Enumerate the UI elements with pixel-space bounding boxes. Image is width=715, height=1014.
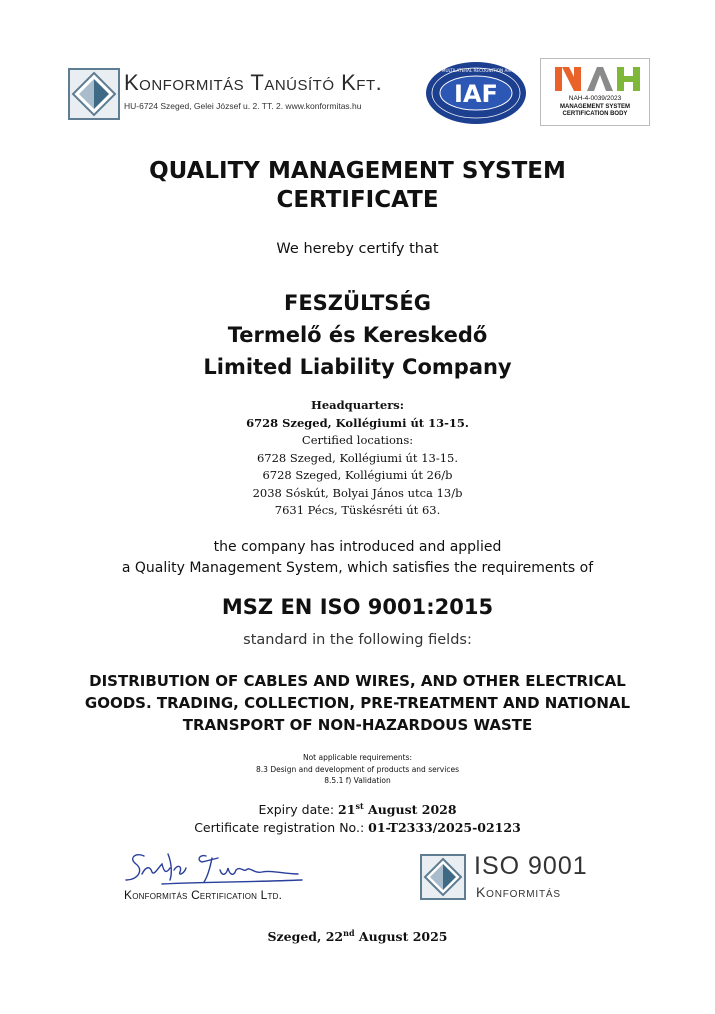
nah-number: NAH-4-0039/2023	[568, 95, 622, 102]
certified-locations-label: Certified locations:	[301, 433, 414, 447]
certificate-title: QUALITY MANAGEMENT SYSTEM CERTIFICATE	[149, 158, 566, 213]
iaf-ring-text: MEMBER OF MULTILATERAL RECOGNITION ARRANGEMENT	[415, 68, 537, 73]
signer-name: Konformitás Certification Ltd.	[124, 888, 283, 902]
nah-logo	[540, 58, 650, 126]
location-item: 2038 Sóskút, Bolyai János utca 13/b	[252, 485, 463, 500]
iaf-logo-icon	[415, 60, 537, 126]
location-item: 6728 Szeged, Kollégiumi út 13-15.	[256, 450, 459, 465]
nah-caption: MANAGEMENT SYSTEM CERTIFICATION BODY	[559, 104, 630, 117]
fields-label: standard in the following fields:	[243, 632, 472, 648]
expiry-block	[0, 801, 715, 837]
expiry-date: Expiry date: 21st August 2028	[258, 800, 457, 817]
certification-scope: DISTRIBUTION OF CABLES AND WIRES, AND OTHER ELECTRICAL GOODS. TRADING, COLLECTION, PRE-TREATMENT AND NATIONAL TRANSPORT OF NON-HAZARDOUS WASTE	[84, 672, 631, 734]
hq-label: Headquarters:	[311, 398, 404, 412]
company-name: Konformitás Tanúsító Kft.	[124, 70, 383, 95]
locations-block	[0, 397, 715, 520]
nah-logo-icon	[541, 61, 649, 95]
registration-number: Certificate registration No.: 01-T2333/2025-02123	[194, 820, 521, 835]
company-address: HU-6724 Szeged, Gelei József u. 2. TT. 2. www.konformitas.hu	[124, 101, 362, 111]
not-applicable-item: 8.5.1 f) Validation	[324, 776, 391, 785]
hq-address: 6728 Szeged, Kollégiumi út 13-15.	[246, 415, 469, 430]
certify-text: We hereby certify that	[276, 241, 439, 257]
intro-text: the company has introduced and applied a Quality Management System, which satisfies the requirements of	[121, 539, 594, 576]
location-item: 6728 Szeged, Kollégiumi út 26/b	[262, 468, 453, 482]
signature-icon	[122, 846, 312, 890]
iaf-letters: IAF	[454, 80, 498, 108]
certificate-holder: FESZÜLTSÉG Termelő és Kereskedő Limited Liability Company	[203, 291, 512, 379]
place-and-date: Szeged, 22nd August 2025	[267, 927, 448, 944]
standard-name: MSZ EN ISO 9001:2015	[221, 595, 494, 619]
iso-badge-title: ISO 9001	[474, 852, 588, 880]
not-applicable-item: 8.3 Design and development of products and services	[256, 764, 459, 774]
not-applicable-requirements: Not applicable requirements: 8.3 Design and development of products and services 8.5.1 f) Validation	[0, 752, 715, 787]
konformitas-diamond-icon	[420, 854, 466, 900]
iso-badge-subtitle: Konformitás	[476, 884, 561, 900]
location-item: 7631 Pécs, Tüskésréti út 63.	[274, 503, 441, 517]
konformitas-logo-icon	[68, 68, 120, 120]
